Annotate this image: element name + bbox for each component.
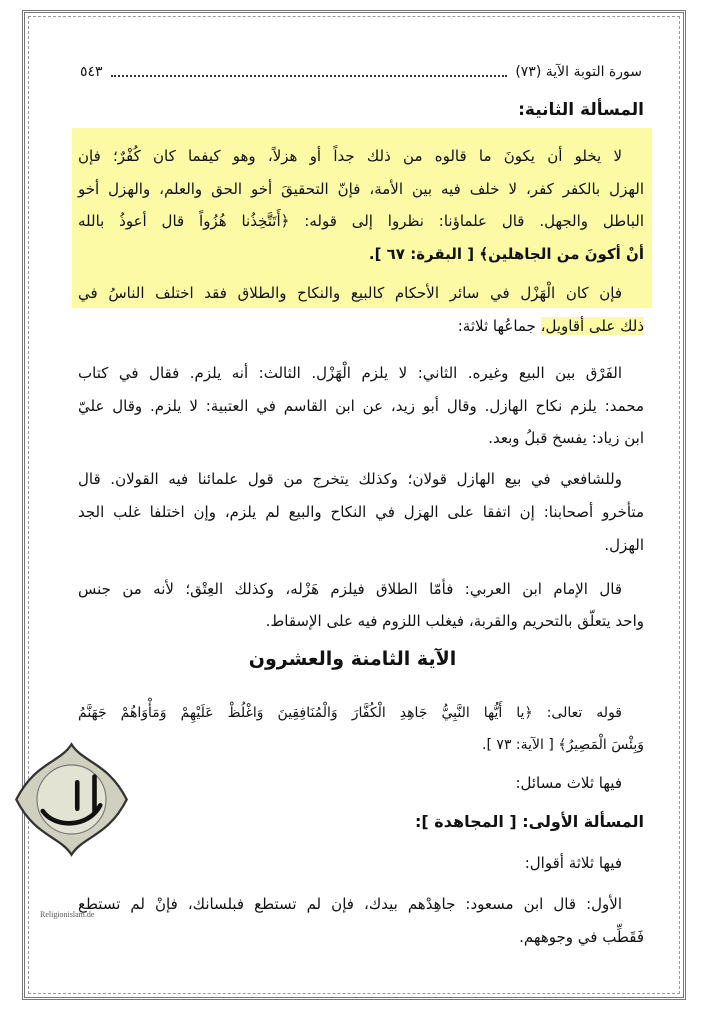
text-span: جماعُها ثلاثة: <box>457 317 536 335</box>
text-line: الفَرْق بين البيع وغيره. الثاني: لا يلزم الْهَزْل. الثالث: أنه يلزم. فقال في كتاب <box>78 364 622 382</box>
highlighted-text: ذلك على أقاويل، <box>540 317 644 335</box>
text-line: فَقَطِّب في وجوههم. <box>519 928 644 946</box>
watermark-caption: Religionislam.de <box>40 910 95 919</box>
text-line: متأخرو أصحابنا: إن اتفقا على الهزل في النكاح والبيع لم يلزم، وإن اختلفا غلب الجد <box>78 503 644 521</box>
text-line: قوله تعالى: ﴿يا أَيُّها النَّبِيُّ جَاهِدِ الْكُفَّارَ وَالْمُنَافِقِينَ وَاغْلُظْ عَلَيْهِمْ وَمَأْوَاهُمْ جَهَنَّمُ <box>78 705 622 721</box>
verse-heading: الآية الثامنة والعشرون <box>248 648 457 670</box>
text-line: فإن كان الْهَزْل في سائر الأحكام كالبيع والنكاح والطلاق فقد اختلف الناسُ في <box>78 284 622 302</box>
section-title: المسألة الثانية: <box>518 100 644 120</box>
header-surah: سورة التوبة الآية (٧٣) <box>515 64 642 80</box>
text-line: فيها ثلاث مسائل: <box>515 774 622 792</box>
header-leader-dots <box>111 67 508 77</box>
text-line: وَبِئْسَ الْمَصِيرُ﴾ [ الآية: ٧٣ ]. <box>482 737 644 753</box>
running-header <box>80 60 642 84</box>
text-line: الأول: قال ابن مسعود: جاهِدْهم بيدك، فإن لم تستطع فبلسانك، فإنْ لم تستطع <box>78 895 622 913</box>
text-line: الباطل والجهل. قال علماؤنا: نظروا إلى قوله: ﴿أَتَتَّخِذُنا هُزُواً قال أعوذُ بالله <box>78 212 644 230</box>
issue-title: المسألة الأولى: [ المجاهدة ]: <box>415 812 644 831</box>
text-line: وللشافعي في بيع الهازل قولان؛ وكذلك يتخرج من قول علمائنا فيه القولان. قال <box>78 470 622 488</box>
text-line: محمد: يلزم نكاح الهازل. وقال أبو زيد، عن ابن القاسم في العتبية: لا يلزم. وقال عليّ <box>78 397 644 415</box>
text-line: أنْ أكونَ من الجاهلين﴾ [ البقرة: ٦٧ ]. <box>368 245 644 263</box>
text-line: قال الإمام ابن العربي: فأمّا الطلاق فيلزم هَزْله، وكذلك العِتْق؛ لأنه من جنس <box>78 580 622 598</box>
text-line: لا يخلو أن يكونَ ما قالوه من ذلك جداً أو هزلاً، وهو كيفما كان كُفْرٌ؛ فإن <box>78 147 622 165</box>
text-line <box>78 312 644 340</box>
watermark-logo <box>14 742 129 857</box>
text-line: الهزل. <box>604 536 644 554</box>
text-line: ابن زياد: يفسخ قبلُ وبعد. <box>488 429 644 447</box>
page-number: ٥٤٣ <box>80 64 103 80</box>
text-line: الهزل بالكفر كفر، لا خلف فيه بين الأمة، فإنّ التحقيقَ أخو الحق والعلم، والهزل أخو <box>78 180 644 198</box>
text-line: فيها ثلاثة أقوال: <box>524 854 622 872</box>
text-line: واحد يتعلّق بالتحريم والقربة، فيغلب اللزوم فيه على الإسقاط. <box>265 612 644 630</box>
